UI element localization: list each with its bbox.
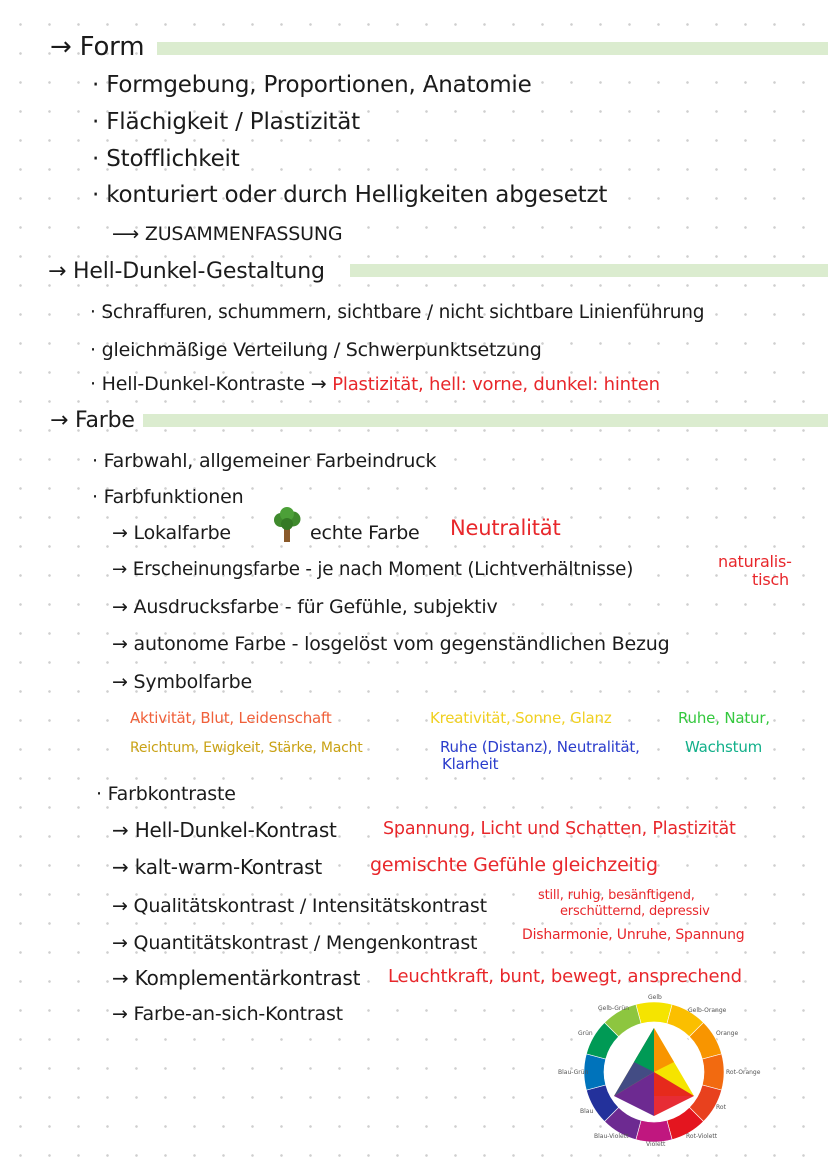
helldunkel-note: Plastizität, hell: vorne, dunkel: hinten — [332, 374, 660, 395]
symbol-yellow-meaning: Kreativität, Sonne, Glanz — [430, 709, 612, 727]
form-summary: ⟶ ZUSAMMENFASSUNG — [112, 223, 343, 245]
form-heading: → Form — [50, 32, 145, 62]
lokalfarbe-echt: echte Farbe — [310, 522, 420, 544]
wheel-label-blau-violett: Blau-Violett — [594, 1133, 629, 1140]
helldunkel-highlight-bar — [350, 264, 828, 277]
wheel-label-gelb: Gelb — [648, 994, 662, 1001]
helldunkel-item-3 — [90, 372, 660, 397]
wheel-label-orange: Orange — [716, 1030, 739, 1037]
autonome-farbe-item: → autonome Farbe - losgelöst vom gegenständlichen Bezug — [112, 633, 670, 655]
helldunkel-item-2: · gleichmäßige Verteilung / Schwerpunktsetzung — [90, 339, 542, 361]
farbe-highlight-bar — [143, 414, 828, 427]
symbolfarbe-item: → Symbolfarbe — [112, 671, 253, 693]
wheel-label-blau-gruen: Blau-Grün — [558, 1069, 589, 1076]
form-item-2: · Flächigkeit / Plastizität — [92, 109, 360, 135]
wheel-label-violett: Violett — [646, 1141, 666, 1148]
helldunkel-heading: → Hell-Dunkel-Gestaltung — [48, 259, 325, 284]
ausdrucksfarbe-item: → Ausdrucksfarbe - für Gefühle, subjektiv — [112, 596, 498, 618]
wheel-label-gruen: Grün — [578, 1030, 593, 1037]
lokalfarbe-item: → Lokalfarbe — [112, 522, 231, 544]
wheel-label-gelb-gruen: Gelb-Grün — [598, 1005, 629, 1012]
wheel-segment-1 — [636, 1002, 672, 1024]
kontrast-quantitaet: → Quantitätskontrast / Mengenkontrast — [112, 932, 478, 954]
kontrast-farbe-an-sich: → Farbe-an-sich-Kontrast — [112, 1003, 343, 1025]
wheel-label-rot-violett: Rot-Violett — [686, 1133, 718, 1140]
wheel-label-gelb-orange: Gelb-Orange — [688, 1007, 727, 1014]
wheel-segment-7 — [636, 1120, 672, 1142]
kontrast-qualitaet-note-2: erschütternd, depressiv — [560, 904, 710, 919]
kontrast-qualitaet: → Qualitätskontrast / Intensitätskontrast — [112, 895, 487, 917]
form-item-4: · konturiert oder durch Helligkeiten abgesetzt — [92, 182, 608, 208]
farbfunktionen-title: · Farbfunktionen — [92, 486, 244, 508]
erscheinungsfarbe-note-2: tisch — [752, 570, 789, 589]
lokalfarbe-note: Neutralität — [450, 516, 561, 540]
symbol-green-meaning-2: Wachstum — [685, 738, 763, 756]
wheel-label-blau: Blau — [580, 1108, 594, 1115]
symbol-gold-meaning: Reichtum, Ewigkeit, Stärke, Macht — [130, 740, 363, 756]
form-item-3: · Stofflichkeit — [92, 146, 240, 172]
kontrast-kalt-warm-note: gemischte Gefühle gleichzeitig — [370, 854, 658, 876]
wheel-segment-4 — [702, 1054, 724, 1090]
farbe-heading: → Farbe — [50, 408, 135, 433]
wheel-label-rot: Rot — [716, 1104, 726, 1111]
farbkontraste-title: · Farbkontraste — [96, 783, 236, 805]
helldunkel-item-1: · Schraffuren, schummern, sichtbare / nicht sichtbare Linienführung — [90, 302, 705, 323]
kontrast-komplementaer-note: Leuchtkraft, bunt, bewegt, ansprechend — [388, 966, 742, 987]
erscheinungsfarbe-note-1: naturalis- — [718, 552, 792, 571]
wheel-label-rot-orange: Rot-Orange — [726, 1069, 761, 1076]
symbol-green-meaning: Ruhe, Natur, — [678, 709, 770, 727]
kontrast-kalt-warm: → kalt-warm-Kontrast — [112, 855, 323, 879]
erscheinungsfarbe-item: → Erscheinungsfarbe - je nach Moment (Lichtverhältnisse) — [112, 559, 634, 580]
kontrast-qualitaet-note-1: still, ruhig, besänftigend, — [538, 888, 695, 903]
farbe-wahl: · Farbwahl, allgemeiner Farbeindruck — [92, 450, 437, 472]
kontrast-komplementaer: → Komplementärkontrast — [112, 966, 361, 990]
form-highlight-bar — [157, 42, 828, 55]
symbol-blue-meaning-2: Klarheit — [442, 755, 499, 773]
symbol-blue-meaning: Ruhe (Distanz), Neutralität, — [440, 738, 640, 756]
tree-icon — [272, 507, 302, 543]
kontrast-hell-dunkel: → Hell-Dunkel-Kontrast — [112, 818, 337, 842]
kontrast-hell-dunkel-note: Spannung, Licht und Schatten, Plastizität — [383, 819, 736, 839]
helldunkel-item-3-label: · Hell-Dunkel-Kontraste → — [90, 373, 333, 395]
form-item-1: · Formgebung, Proportionen, Anatomie — [92, 72, 532, 98]
color-wheel-diagram — [548, 990, 768, 1150]
kontrast-quantitaet-note: Disharmonie, Unruhe, Spannung — [522, 927, 745, 943]
symbol-red-meaning: Aktivität, Blut, Leidenschaft — [130, 709, 332, 727]
